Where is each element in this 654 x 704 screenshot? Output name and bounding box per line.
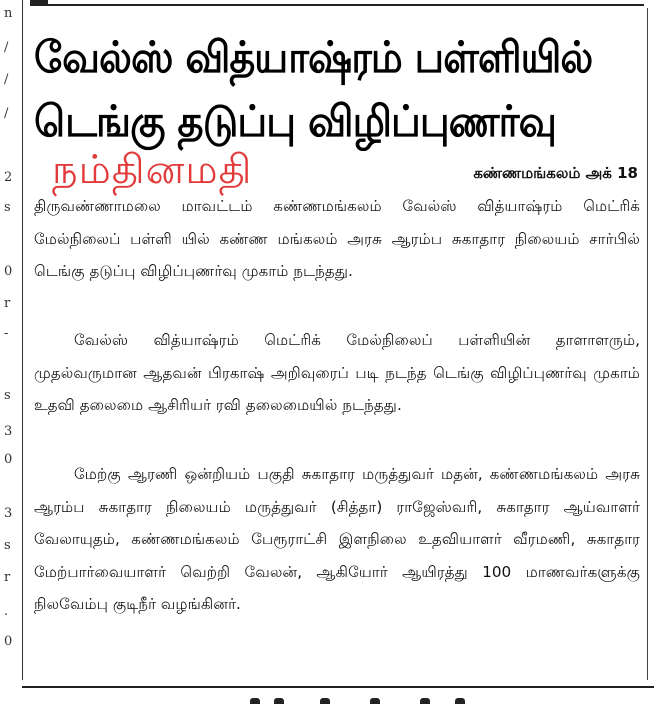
dateline: கண்ணமங்கலம் அக் 18 xyxy=(473,164,638,182)
paragraph-2: வேல்ஸ் வித்யாஷ்ரம் மெட்ரிக் மேல்நிலைப் பள்ளியின் தாளாளரும், முதல்வருமான ஆதவன் பிரகாஷ் அறிவுரைப் படி நடந்த டெங்கு விழிப்புணர்வு முகாம் உதவி தலைமை ஆசிரியர் ரவி தலைமையில் நடந்தது. xyxy=(34,331,640,414)
margin-fragment: r xyxy=(4,296,11,311)
margin-fragment: s xyxy=(4,200,11,215)
margin-fragment: s xyxy=(4,538,11,553)
margin-fragment: / xyxy=(4,106,9,121)
paragraph-1: திருவண்ணாமலை மாவட்டம் கண்ணமங்கலம் வேல்ஸ் வித்யாஷ்ரம் மெட்ரிக் மேல்நிலைப் பள்ளி யில் கண்ண மங்கலம் அரசு ஆரம்ப சுகாதார நிலையம் சார்பில் டெங்கு தடுப்பு விழிப்புணர்வு முகாம் நடந்தது. xyxy=(34,197,640,280)
margin-fragment: 0 xyxy=(4,264,13,279)
headline-line-1: வேல்ஸ் வித்யாஷ்ரம் பள்ளியில் xyxy=(34,33,593,83)
column-rule xyxy=(647,8,648,680)
margin-fragment: n xyxy=(4,6,13,21)
next-article-headline-fragment xyxy=(250,698,470,704)
brand-logo-text: நம்தினமதி xyxy=(52,147,253,193)
margin-fragment: 0 xyxy=(4,634,13,649)
margin-fragment: 3 xyxy=(4,424,13,439)
adjacent-column-edge xyxy=(0,0,23,680)
margin-fragment: 2 xyxy=(4,170,13,185)
margin-fragment: - xyxy=(4,326,9,341)
top-rule xyxy=(30,4,644,6)
bottom-rule xyxy=(22,686,654,688)
top-rule-mark xyxy=(30,0,48,4)
margin-fragment: 0 xyxy=(4,452,13,467)
margin-fragment: . xyxy=(4,604,9,619)
margin-fragment: r xyxy=(4,570,11,585)
headline-line-2: டெங்கு தடுப்பு விழிப்புணர்வு xyxy=(34,97,556,147)
margin-fragment: / xyxy=(4,40,9,55)
margin-fragment: / xyxy=(4,72,9,87)
margin-fragment: 3 xyxy=(4,506,13,521)
paragraph-3: மேற்கு ஆரணி ஒன்றியம் பகுதி சுகாதார மருத்துவர் மதன், கண்ணமங்கலம் அரசு ஆரம்ப சுகாதார நிலையம் மருத்துவர் (சித்தா) ராஜேஸ்வரி, சுகாதார ஆய்வாளர் வேலாயுதம், கண்ணமங்கலம் பேரூராட்சி இளநிலை உதவியாளர் வீரமணி, சுகாதார மேற்பார்வையாளர் வெற்றி வேலன், ஆகியோர் ஆயிரத்து 100 மாணவர்களுக்கு நிலவேம்பு குடிநீர் வழங்கினர். xyxy=(34,465,640,613)
margin-fragment: s xyxy=(4,388,11,403)
